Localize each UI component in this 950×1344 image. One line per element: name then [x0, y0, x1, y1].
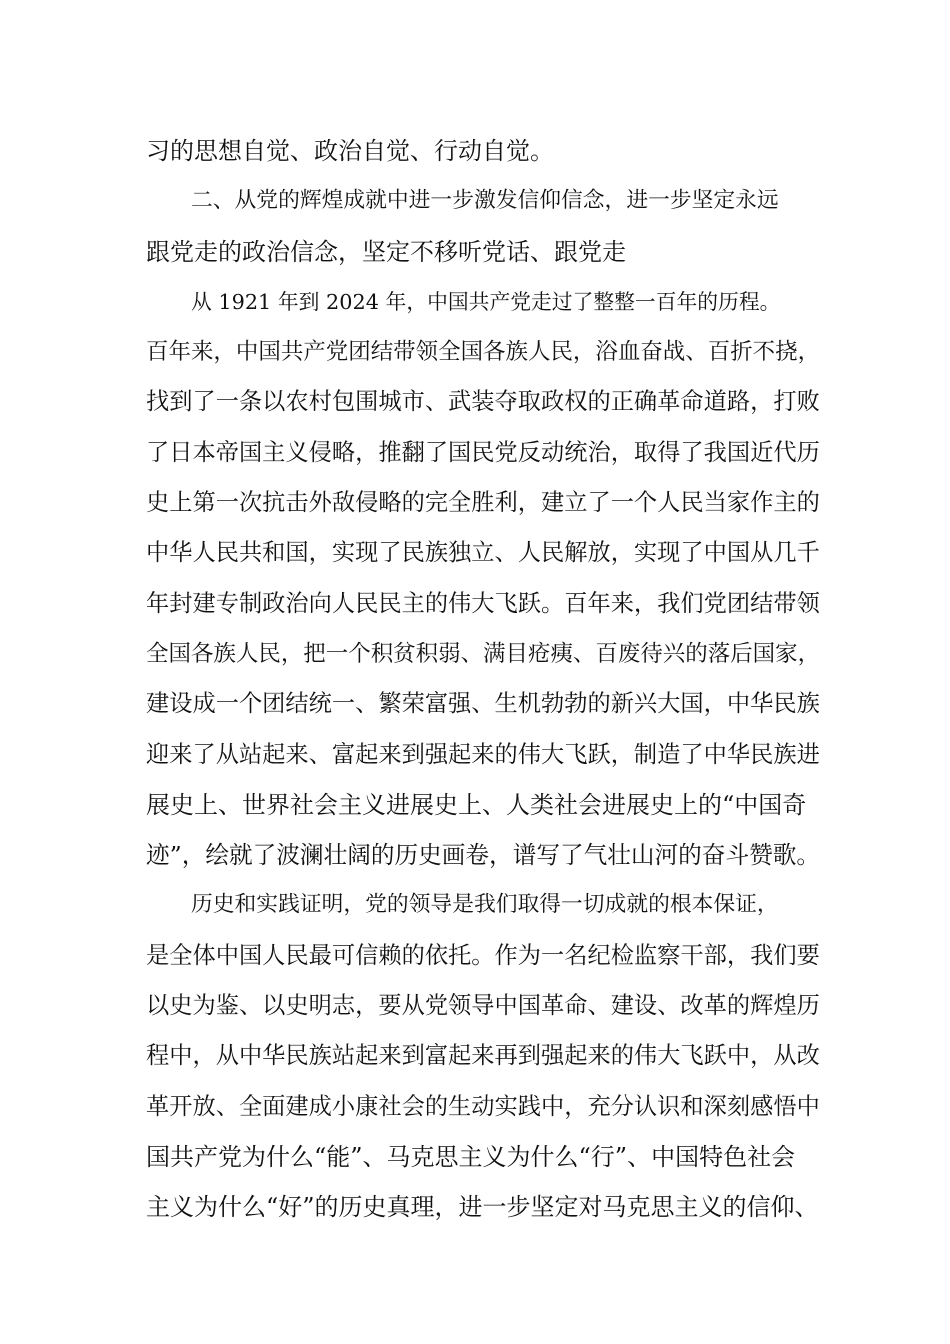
text-line: 百年来，中国共产党团结带领全国各族人民，浴血奋战、百折不挠， [146, 339, 821, 366]
text-line: 中华人民共和国，实现了民族独立、人民解放，实现了中国从几千 [146, 539, 820, 567]
text-line: 展史上、世界社会主义进展史上、人类社会进展史上的“中国奇 [146, 790, 807, 819]
text-line: 程中，从中华民族站起来到富起来再到强起来的伟大飞跃中，从改 [146, 1042, 820, 1070]
text-line: 习的思想自觉、政治自觉、行动自觉。 [146, 137, 554, 165]
section-heading-line: 二、从党的辉煌成就中进一步激发信仰信念，进一步坚定永远 [191, 188, 779, 214]
text-line: 全国各族人民，把一个积贫积弱、满目疮痍、百废待兴的落后国家， [146, 640, 821, 667]
text-line: 了日本帝国主义侵略，推翻了国民党反动统治，取得了我国近代历 [146, 438, 820, 466]
body-text [146, 126, 820, 1233]
paragraph-start-line: 从 1921 年到 2024 年，中国共产党走过了整整一百年的历程。 [191, 289, 781, 314]
section-heading-line: 跟党走的政治信念，坚定不移听党话、跟党走 [146, 237, 626, 266]
text-line: 年封建专制政治向人民民主的伟大飞跃。百年来，我们党团结带领 [146, 589, 820, 617]
text-line: 革开放、全面建成小康社会的生动实践中，充分认识和深刻感悟中 [146, 1092, 820, 1120]
text-line: 以史为鉴、以史明志，要从党领导中国革命、建设、改革的辉煌历 [146, 992, 820, 1020]
paragraph-start-line: 历史和实践证明，党的领导是我们取得一切成就的根本保证， [191, 892, 779, 918]
text-line: 史上第一次抗击外敌侵略的完全胜利，建立了一个人民当家作主的 [146, 489, 820, 517]
text-line: 迎来了从站起来、富起来到强起来的伟大飞跃，制造了中华民族进 [146, 740, 820, 768]
text-line: 建设成一个团结统一、繁荣富强、生机勃勃的新兴大国，中华民族 [146, 690, 820, 718]
text-line: 主义为什么“好”的历史真理，进一步坚定对马克思主义的信仰、 [146, 1193, 819, 1222]
text-line: 迹”，绘就了波澜壮阔的历史画卷，谱写了气壮山河的奋斗赞歌。 [146, 841, 821, 870]
text-line: 国共产党为什么“能”、马克思主义为什么“行”、中国特色社会 [146, 1142, 796, 1171]
text-line: 找到了一条以农村包围城市、武装夺取政权的正确革命道路，打败 [146, 388, 820, 416]
text-line: 是全体中国人民最可信赖的依托。作为一名纪检监察干部，我们要 [146, 941, 820, 969]
